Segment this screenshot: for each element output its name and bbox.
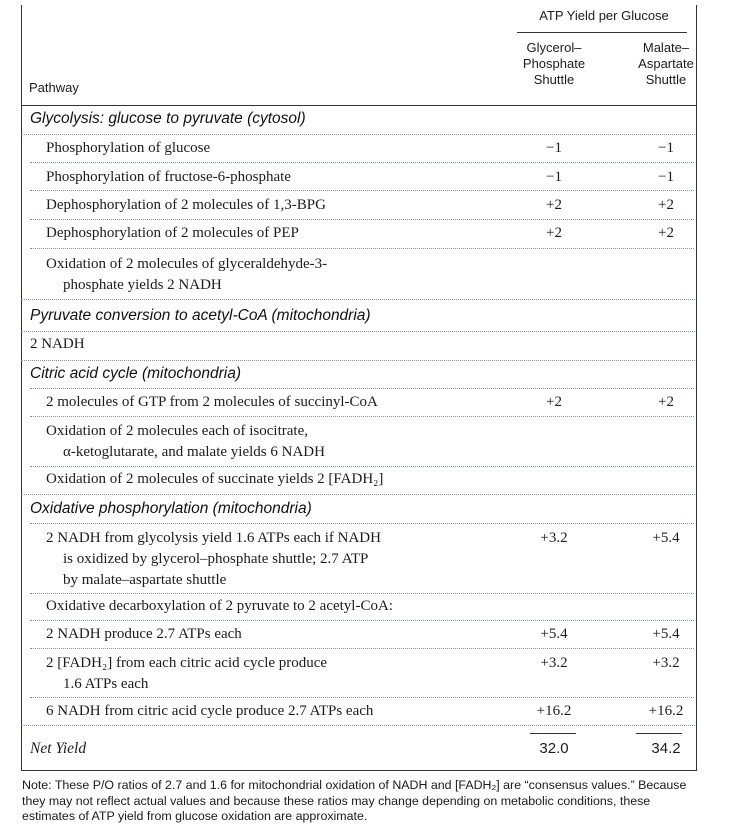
section-title: Glycolysis: glucose to pyruvate (cytosol) bbox=[30, 110, 306, 127]
row-label-continuation: 1.6 ATPs each bbox=[63, 676, 149, 692]
section-title: Citric acid cycle (mitochondria) bbox=[30, 365, 242, 382]
row-label: Oxidation of 2 molecules of succinate yields 2 [FADH₂] bbox=[46, 471, 384, 487]
glycerol-phosphate-value: +3.2 bbox=[540, 655, 568, 671]
row-divider bbox=[30, 523, 694, 524]
row-label-line: 2 NADH from glycolysis yield 1.6 ATPs each if NADH bbox=[46, 530, 381, 546]
header-rule bbox=[517, 32, 687, 33]
sum-rule bbox=[530, 733, 576, 734]
row-divider bbox=[30, 190, 694, 191]
row-label: Phosphorylation of glucose bbox=[46, 140, 211, 156]
malate-aspartate-value: +2 bbox=[658, 225, 674, 241]
glycerol-phosphate-value: +2 bbox=[546, 225, 562, 241]
row-label-continuation: is oxidized by glycerol–phosphate shuttle; 2.7 ATP bbox=[63, 551, 369, 567]
section-title: Pyruvate conversion to acetyl-CoA (mitochondria) bbox=[30, 307, 371, 324]
row-divider bbox=[21, 134, 695, 135]
row-label-continuation: phosphate yields 2 NADH bbox=[63, 277, 222, 293]
malate-aspartate-value: +5.4 bbox=[652, 626, 680, 642]
net-yield-label: Net Yield bbox=[30, 740, 87, 757]
row-divider bbox=[30, 416, 694, 417]
row-divider bbox=[30, 466, 694, 467]
row-label-continuation: by malate–aspartate shuttle bbox=[63, 572, 227, 588]
glycerol-phosphate-value: +2 bbox=[546, 197, 562, 213]
row-label: 6 NADH from citric acid cycle produce 2.7 ATPs each bbox=[46, 703, 374, 719]
malate-aspartate-value: −1 bbox=[658, 140, 674, 156]
row-label: 2 NADH bbox=[30, 336, 85, 352]
row-divider bbox=[21, 331, 695, 332]
row-label bbox=[46, 528, 381, 591]
section-title: Oxidative phosphorylation (mitochondria) bbox=[30, 500, 312, 517]
row-label: Oxidative decarboxylation of 2 pyruvate to 2 acetyl-CoA: bbox=[46, 598, 393, 614]
row-label-continuation: α-ketoglutarate, and malate yields 6 NADH bbox=[63, 444, 325, 460]
glycerol-phosphate-value: +2 bbox=[546, 394, 562, 410]
glycerol-phosphate-value: +3.2 bbox=[540, 530, 568, 546]
row-divider bbox=[30, 648, 694, 649]
row-divider bbox=[21, 494, 695, 495]
row-label bbox=[46, 421, 325, 463]
glycerol-phosphate-value: −1 bbox=[546, 140, 562, 156]
row-label-line: 2 [FADH₂] from each citric acid cycle produce bbox=[46, 655, 328, 671]
row-divider bbox=[30, 248, 694, 249]
atp-yield-header: ATP Yield per Glucose bbox=[539, 8, 669, 23]
row-divider bbox=[21, 299, 695, 300]
row-divider bbox=[30, 162, 694, 163]
row-label bbox=[46, 254, 327, 296]
malate-aspartate-value: +3.2 bbox=[652, 655, 680, 671]
glycerol-phosphate-value: +16.2 bbox=[536, 703, 572, 719]
row-label: 2 molecules of GTP from 2 molecules of succinyl-CoA bbox=[46, 394, 378, 410]
malate-aspartate-column-header: Malate– Aspartate Shuttle bbox=[638, 40, 694, 87]
glycerol-phosphate-column-header: Glycerol– Phosphate Shuttle bbox=[522, 40, 586, 87]
malate-aspartate-value: +5.4 bbox=[652, 530, 680, 546]
row-label-line: Oxidation of 2 molecules of glyceraldehyde-3- bbox=[46, 256, 328, 272]
sum-rule bbox=[636, 733, 682, 734]
pathway-column-header: Pathway bbox=[29, 80, 79, 95]
row-label bbox=[46, 653, 327, 695]
malate-aspartate-value: +2 bbox=[658, 197, 674, 213]
glycerol-phosphate-value: +5.4 bbox=[540, 626, 568, 642]
malate-aspartate-value: +2 bbox=[658, 394, 674, 410]
row-divider bbox=[30, 697, 694, 698]
header-bottom-rule bbox=[21, 105, 696, 106]
malate-aspartate-value: −1 bbox=[658, 169, 674, 185]
row-divider bbox=[30, 620, 694, 621]
row-label: Dephosphorylation of 2 molecules of 1,3-BPG bbox=[46, 197, 326, 213]
row-divider bbox=[30, 593, 694, 594]
row-label: Phosphorylation of fructose-6-phosphate bbox=[46, 169, 291, 185]
row-label: Dephosphorylation of 2 molecules of PEP bbox=[46, 225, 299, 241]
row-label-line: Oxidation of 2 molecules each of isocitrate, bbox=[46, 423, 308, 439]
net-yield-malate-aspartate: 34.2 bbox=[651, 740, 681, 757]
net-yield-glycerol-phosphate: 32.0 bbox=[539, 740, 569, 757]
row-divider bbox=[21, 360, 695, 361]
row-divider bbox=[30, 388, 694, 389]
row-divider bbox=[30, 219, 694, 220]
row-label: 2 NADH produce 2.7 ATPs each bbox=[46, 626, 242, 642]
glycerol-phosphate-value: −1 bbox=[546, 169, 562, 185]
table-footnote: Note: These P/O ratios of 2.7 and 1.6 for mitochondrial oxidation of NADH and [FADH₂] are “consensus values.” Because they may not reflect actual values and because these ratios may change depending on metabolic conditions, these estimates of ATP yield from glucose oxidation are approximate. bbox=[22, 778, 687, 823]
malate-aspartate-value: +16.2 bbox=[648, 703, 684, 719]
row-divider bbox=[21, 725, 695, 726]
